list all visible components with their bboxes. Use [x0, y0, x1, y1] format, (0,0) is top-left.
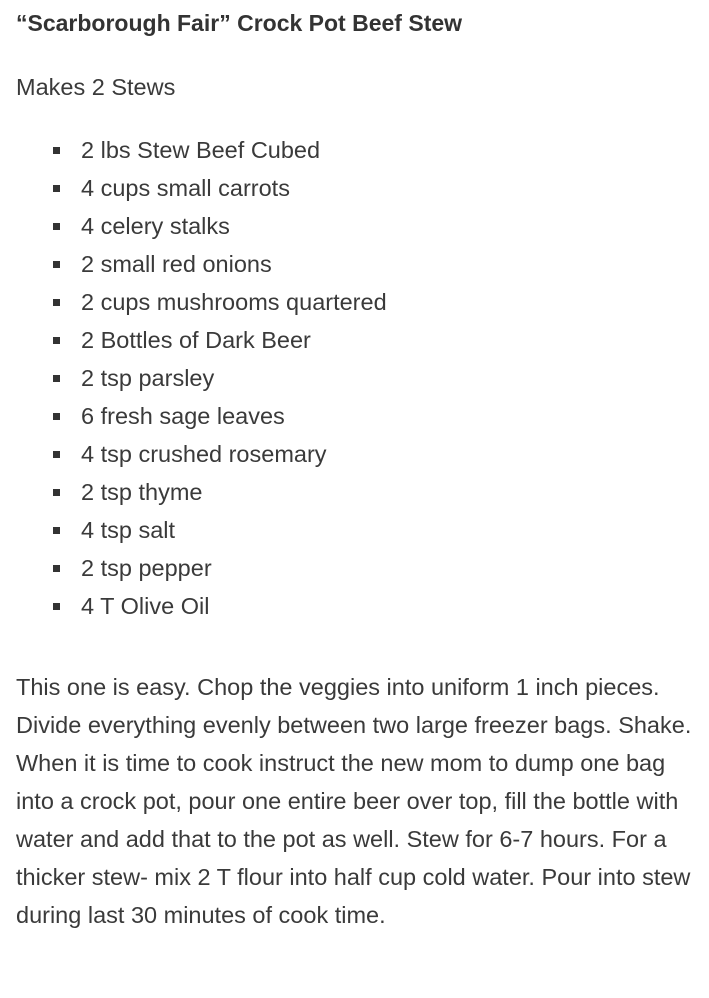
- ingredient-text: 2 lbs Stew Beef Cubed: [81, 137, 321, 163]
- bullet-square-icon: [53, 223, 60, 230]
- bullet-square-icon: [53, 147, 60, 154]
- ingredient-text: 2 tsp pepper: [81, 555, 212, 581]
- ingredient-text: 4 cups small carrots: [81, 175, 290, 201]
- bullet-square-icon: [53, 375, 60, 382]
- bullet-square-icon: [53, 565, 60, 572]
- bullet-square-icon: [53, 489, 60, 496]
- ingredient-text: 4 tsp crushed rosemary: [81, 441, 327, 467]
- recipe-instructions: This one is easy. Chop the veggies into uniform 1 inch pieces. Divide everything evenly between two large freezer bags. Shake. When it is time to cook instruct the new mom to dump one bag into a crock pot, pour one entire beer over top, fill the bottle with water and add that to the pot as well. Stew for 6-7 hours. For a thicker stew- mix 2 T flour into half cup cold water. Pour into stew during last 30 minutes of cook time.: [16, 674, 692, 928]
- bullet-square-icon: [53, 299, 60, 306]
- ingredient-text: 4 tsp salt: [81, 517, 176, 543]
- bullet-square-icon: [53, 451, 60, 458]
- ingredient-text: 4 celery stalks: [81, 213, 230, 239]
- ingredient-text: 6 fresh sage leaves: [81, 403, 285, 429]
- bullet-square-icon: [53, 603, 60, 610]
- recipe-yield: Makes 2 Stews: [16, 74, 176, 100]
- bullet-square-icon: [53, 527, 60, 534]
- ingredient-text: 2 Bottles of Dark Beer: [81, 327, 311, 353]
- bullet-square-icon: [53, 185, 60, 192]
- ingredient-text: 2 small red onions: [81, 251, 272, 277]
- bullet-square-icon: [53, 413, 60, 420]
- recipe-title: “Scarborough Fair” Crock Pot Beef Stew: [16, 10, 463, 36]
- ingredient-text: 2 tsp parsley: [81, 365, 215, 391]
- ingredient-text: 4 T Olive Oil: [81, 593, 210, 619]
- bullet-square-icon: [53, 337, 60, 344]
- ingredient-text: 2 cups mushrooms quartered: [81, 289, 387, 315]
- ingredient-text: 2 tsp thyme: [81, 479, 203, 505]
- bullet-square-icon: [53, 261, 60, 268]
